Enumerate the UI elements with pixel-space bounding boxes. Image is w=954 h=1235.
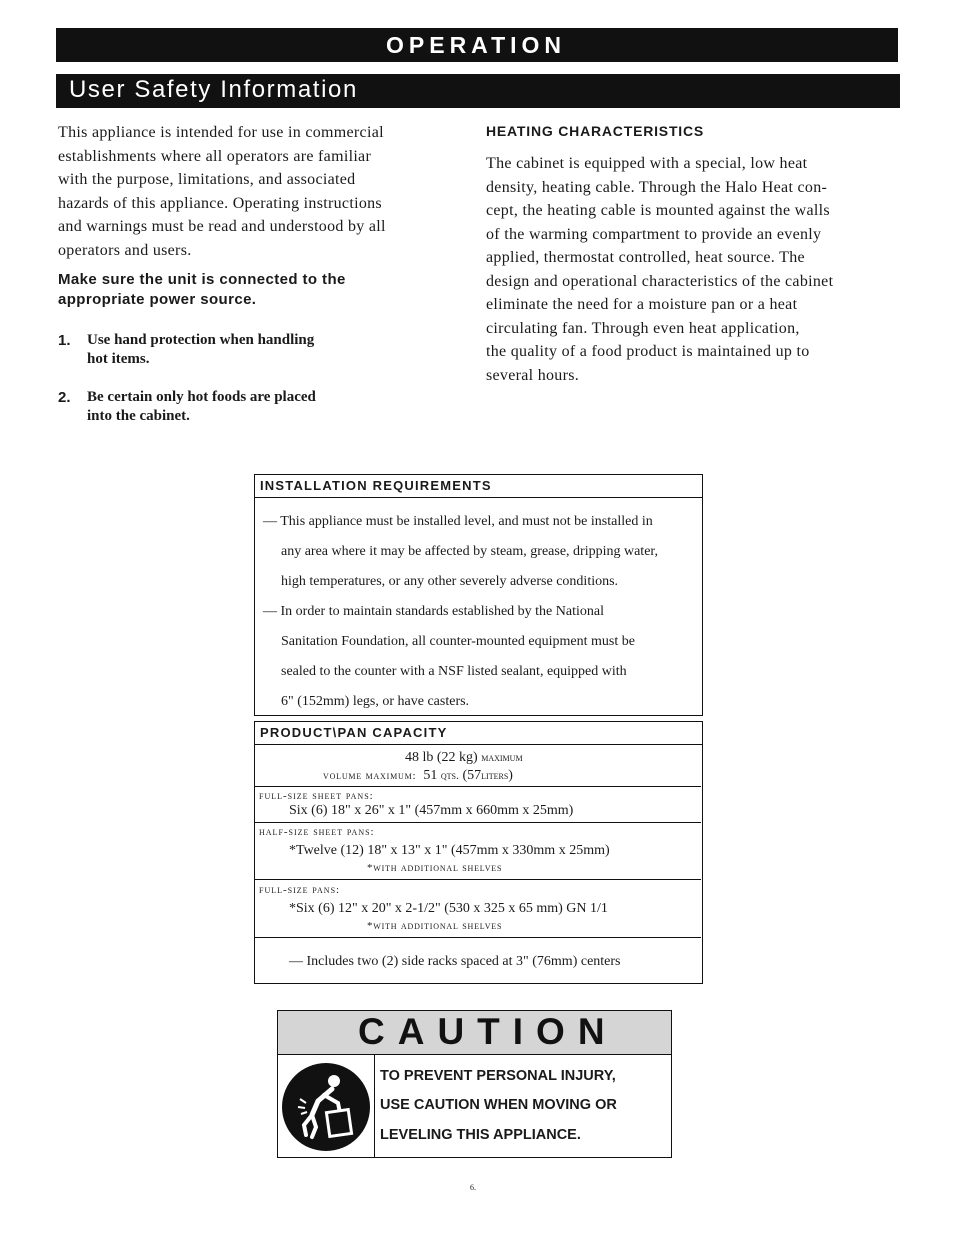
- installation-box: [254, 474, 703, 716]
- caution-line: USE CAUTION WHEN MOVING OR: [380, 1097, 617, 1113]
- item-line: into the cabinet.: [87, 408, 190, 424]
- heating-line: The cabinet is equipped with a special, low heat: [486, 155, 808, 172]
- volume-unit-liters: liters: [481, 768, 509, 782]
- heating-line: applied, thermostat controlled, heat source. The: [486, 249, 805, 266]
- heating-line: of the warming compartment to provide an evenly: [486, 225, 822, 243]
- item-line: Use hand protection when handling: [87, 332, 315, 348]
- weight-suffix: maximum: [481, 750, 523, 764]
- caution-title: CAUTION: [278, 1011, 671, 1055]
- heating-line: density, heating cable. Through the Halo Heat con-: [486, 178, 828, 196]
- person-lifting-box-icon: [282, 1063, 370, 1156]
- volume-close: ): [508, 768, 513, 783]
- heating-line: several hours.: [486, 366, 580, 384]
- power-warning: [58, 270, 458, 310]
- heating-line: circulating fan. Through even heat application,: [486, 319, 800, 337]
- installation-line: high temperatures, or any other severely adverse conditions.: [281, 574, 619, 589]
- volume-value: 51: [423, 768, 438, 783]
- subsection-title: User Safety Information: [56, 74, 900, 108]
- power-warning-line: appropriate power source.: [58, 291, 257, 308]
- heating-line: eliminate the need for a moisture pan or a heat: [486, 296, 798, 313]
- power-warning-line: Make sure the unit is connected to the: [58, 271, 346, 288]
- installation-line: 6" (152mm) legs, or have casters.: [281, 694, 470, 709]
- intro-line: operators and users.: [58, 241, 192, 259]
- caution-box: [277, 1010, 672, 1158]
- racks-text: — Includes two (2) side racks spaced at 3" (76mm) centers: [289, 954, 621, 969]
- heating-title: HEATING CHARACTERISTICS: [486, 123, 705, 139]
- full-sheet-value: Six (6) 18" x 26" x 1" (457mm x 660mm x 25mm): [289, 803, 574, 818]
- capacity-box: [254, 721, 703, 984]
- intro-line: and warnings must be read and understood by all: [58, 218, 386, 235]
- full-sheet-label: full-size sheet pans:: [259, 790, 374, 802]
- heating-paragraph: [486, 152, 896, 387]
- full-pans-label: full-size pans:: [259, 884, 341, 896]
- installation-line: — In order to maintain standards established by the National: [263, 604, 604, 619]
- heating-line: cept, the heating cable is mounted against the walls: [486, 202, 830, 219]
- half-sheet-row: [255, 822, 701, 879]
- half-sheet-label: half-size sheet pans:: [259, 826, 375, 838]
- item-number: 2.: [58, 389, 71, 406]
- installation-title: INSTALLATION REQUIREMENTS: [255, 475, 702, 498]
- capacity-weight: [405, 750, 523, 766]
- installation-line: sealed to the counter with a NSF listed sealant, equipped with: [281, 664, 627, 679]
- heating-line: design and operational characteristics of the cabinet: [486, 272, 834, 290]
- intro-line: hazards of this appliance. Operating instructions: [58, 194, 382, 212]
- intro-line: establishments where all operators are familiar: [58, 147, 372, 165]
- capacity-title: PRODUCT\PAN CAPACITY: [255, 722, 702, 745]
- full-pans-note: *with additional shelves: [367, 920, 503, 932]
- safety-item-2: [58, 388, 388, 426]
- full-sheet-row: [255, 786, 701, 822]
- installation-line: Sanitation Foundation, all counter-mounted equipment must be: [281, 634, 635, 649]
- racks-row: [255, 937, 701, 983]
- caution-line: TO PREVENT PERSONAL INJURY,: [380, 1068, 616, 1084]
- caution-divider: [374, 1055, 375, 1157]
- half-sheet-note: *with additional shelves: [367, 862, 503, 874]
- volume-unit-qts: qts.: [440, 768, 459, 782]
- intro-paragraph: [58, 121, 458, 262]
- page-number: 6.: [470, 1183, 476, 1192]
- intro-line: with the purpose, limitations, and associated: [58, 171, 356, 188]
- volume-label: volume maximum:: [323, 770, 417, 782]
- full-pans-value: *Six (6) 12" x 20" x 2-1/2" (530 x 325 x 65 mm) GN 1/1: [289, 901, 608, 916]
- item-number: 1.: [58, 332, 71, 349]
- intro-line: This appliance is intended for use in commercial: [58, 124, 384, 141]
- caution-line: LEVELING THIS APPLIANCE.: [380, 1127, 581, 1143]
- capacity-volume: [323, 768, 513, 784]
- item-line: hot items.: [87, 351, 150, 367]
- weight-value: 48 lb (22 kg): [405, 750, 478, 765]
- safety-item-1: [58, 331, 388, 369]
- heating-line: the quality of a food product is maintained up to: [486, 343, 810, 360]
- item-line: Be certain only hot foods are placed: [87, 389, 316, 405]
- installation-line: — This appliance must be installed level, and must not be installed in: [263, 514, 653, 529]
- volume-paren: (57: [462, 768, 482, 783]
- half-sheet-value: *Twelve (12) 18" x 13" x 1" (457mm x 330mm x 25mm): [289, 843, 610, 858]
- section-title: OPERATION: [56, 28, 898, 62]
- full-pans-row: [255, 879, 701, 937]
- installation-line: any area where it may be affected by steam, grease, dripping water,: [281, 544, 659, 559]
